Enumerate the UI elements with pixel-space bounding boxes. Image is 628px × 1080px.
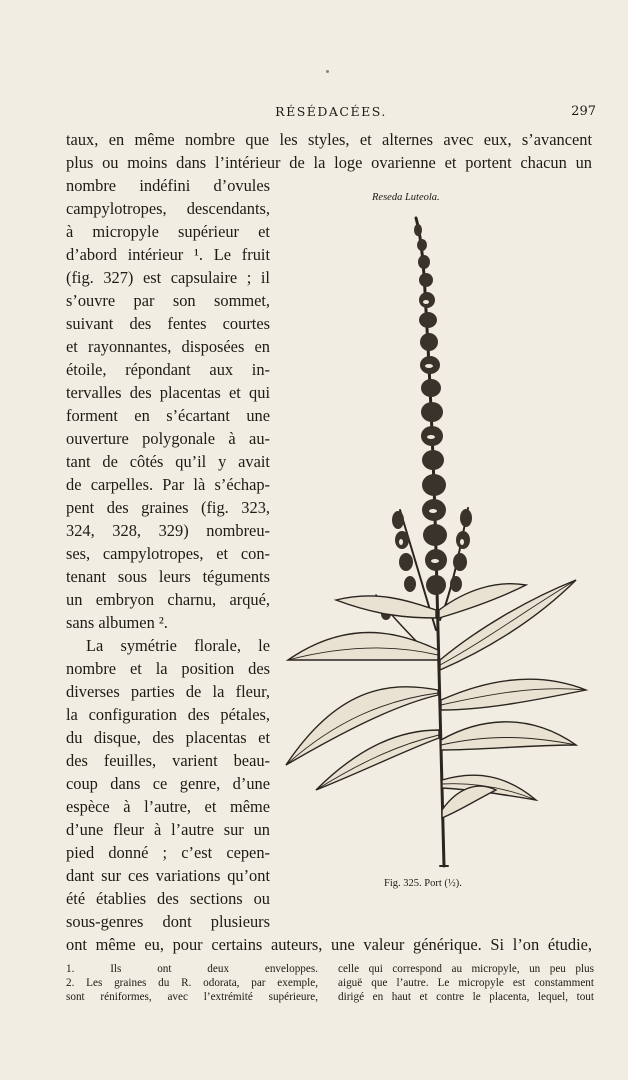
text-line: dant sur ces variations qu’ont (66, 866, 270, 885)
text-line: tant de côtés qu’il y avait (66, 452, 270, 471)
footnote-line: aiguë que l’autre. Le micropyle est constamment (338, 977, 594, 989)
text-line: tervalles des placentas et qui (66, 383, 270, 402)
text-line: à micropyle supérieur et (66, 222, 270, 241)
text-line: sans albumen ². (66, 613, 168, 632)
text-line: forment en s’écartant une (66, 406, 270, 425)
text-line: un embryon charnu, arqué, (66, 590, 270, 609)
text-line: et rayonnantes, disposées en (66, 337, 270, 356)
text-line: sous-genres dont plusieurs (66, 912, 270, 931)
text-line: pent des graines (fig. 323, (66, 498, 270, 517)
text-line: taux, en même nombre que les styles, et alternes avec eux, s’avancent (66, 130, 592, 149)
text-line: ses, campylotropes, et con- (66, 544, 270, 563)
text-line: étoile, répondant aux in- (66, 360, 270, 379)
figure-title: Reseda Luteola. (372, 192, 440, 203)
text-line: la configuration des pétales, (66, 705, 270, 724)
footnote-line: sont réniformes, avec l’extrémité supérieure, (66, 991, 318, 1003)
figure-reseda (276, 190, 596, 910)
running-title: RÉSÉDACÉES. (275, 104, 387, 119)
page-number: 297 (571, 104, 596, 119)
figure-caption: Fig. 325. Port (½). (384, 878, 462, 889)
footnote-line: 1. Ils ont deux enveloppes. (66, 963, 318, 975)
text-line: du disque, des placentas et (66, 728, 270, 747)
footnote-line: celle qui correspond au micropyle, un peu plus (338, 963, 594, 975)
page-header (66, 104, 596, 126)
text-line: pied donné ; c’est cepen- (66, 843, 270, 862)
paper-speck (326, 70, 329, 73)
text-line: suivant des fentes courtes (66, 314, 270, 333)
text-line: nombre indéfini d’ovules (66, 176, 270, 195)
text-line: 324, 328, 329) nombreu- (66, 521, 270, 540)
text-line: d’abord intérieur ¹. Le fruit (66, 245, 270, 264)
text-line: des feuilles, varient beau- (66, 751, 270, 770)
text-line: diverses parties de la fleur, (66, 682, 270, 701)
reseda-plant-engraving-icon (276, 190, 596, 870)
text-line: de carpelles. Par là s’échap- (66, 475, 270, 494)
text-line: tenant sous leurs téguments (66, 567, 270, 586)
text-line: campylotropes, descendants, (66, 199, 270, 218)
text-line: été établies des sections ou (66, 889, 270, 908)
text-line: ouverture polygonale à au- (66, 429, 270, 448)
text-line: s’ouvre par son sommet, (66, 291, 270, 310)
text-line: coup dans ce genre, d’une (66, 774, 270, 793)
text-line: ont même eu, pour certains auteurs, une valeur générique. Si l’on étudie, (66, 935, 592, 954)
text-line: espèce à l’autre, et même (66, 797, 270, 816)
text-line: La symétrie florale, le (86, 636, 270, 655)
text-line: plus ou moins dans l’intérieur de la loge ovarienne et portent chacun un (66, 153, 592, 172)
footnote-line: 2. Les graines du R. odorata, par exemple, (66, 977, 318, 989)
footnote-line: dirigé en haut et contre le placenta, lequel, tout (338, 991, 594, 1003)
text-line: d’une fleur à l’autre sur un (66, 820, 270, 839)
text-line: nombre et la position des (66, 659, 270, 678)
text-line: (fig. 327) est capsulaire ; il (66, 268, 270, 287)
